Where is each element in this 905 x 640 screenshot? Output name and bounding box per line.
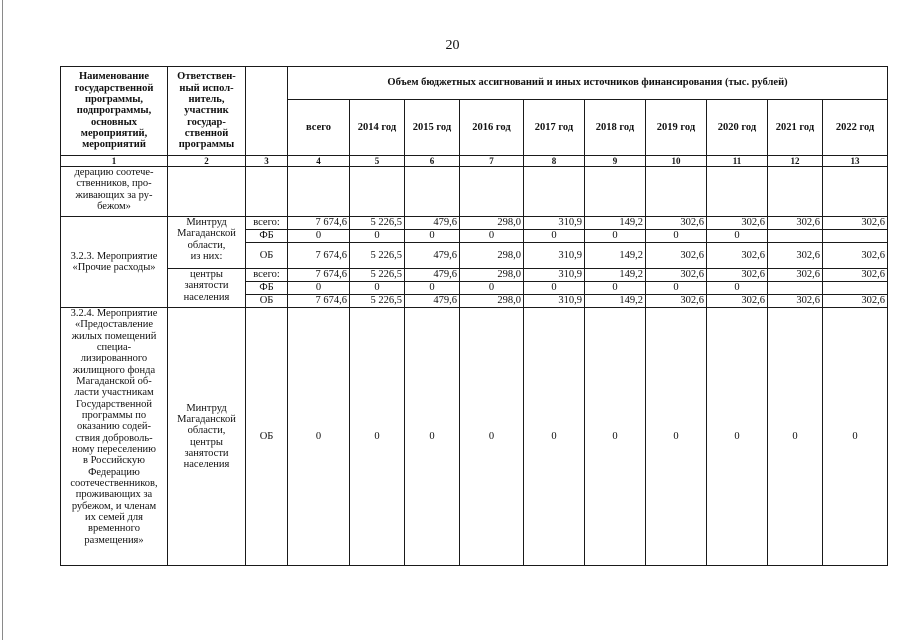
value-cell: 0 [707,230,768,243]
header-year: 2021 год [768,100,823,156]
value-cell: 0 [350,282,405,295]
value-cell: 302,6 [768,295,823,308]
header-year: 2019 год [646,100,707,156]
value-cell: 310,9 [524,217,585,230]
table-row [61,217,888,230]
value-cell: 0 [405,308,460,566]
value-cell: 302,6 [823,295,888,308]
value-cell: 310,9 [524,269,585,282]
value-cell: 310,9 [524,243,585,269]
header-responsible: Ответствен- ный испол- нитель, участник государ- ственной программы [168,67,246,156]
value-cell: 149,2 [585,295,646,308]
value-cell: 0 [707,282,768,295]
header-year: 2018 год [585,100,646,156]
column-number: 11 [707,156,768,167]
column-number: 13 [823,156,888,167]
value-cell: 0 [288,308,350,566]
header-name: Наименование государственной программы, подпрограммы, основных мероприятий, мероприятий [61,67,168,156]
header-source [246,67,288,156]
value-cell: 0 [288,230,350,243]
header-total: всего [288,100,350,156]
value-cell: 7 674,6 [288,217,350,230]
header-year: 2020 год [707,100,768,156]
value-cell: 298,0 [460,295,524,308]
budget-table [60,66,888,566]
value-cell: 0 [350,230,405,243]
column-number: 6 [405,156,460,167]
value-cell: 0 [707,308,768,566]
value-cell [823,230,888,243]
header-year: 2015 год [405,100,460,156]
table-row [61,308,888,566]
value-cell: 310,9 [524,295,585,308]
source-cell: ОБ [246,295,288,308]
value-cell: 0 [823,308,888,566]
source-cell: ФБ [246,230,288,243]
value-cell: 5 226,5 [350,269,405,282]
value-cell [768,282,823,295]
measure-323-responsible-centers: центры занятости населения [168,269,246,308]
value-cell: 5 226,5 [350,217,405,230]
value-cell: 302,6 [707,295,768,308]
page-edge-line [2,0,3,640]
value-cell: 0 [405,230,460,243]
value-cell: 302,6 [768,217,823,230]
column-number: 2 [168,156,246,167]
column-number: 12 [768,156,823,167]
measure-323-name: 3.2.3. Мероприятие «Прочие расходы» [61,217,168,308]
value-cell: 302,6 [646,269,707,282]
measure-324-name: 3.2.4. Мероприятие «Предоставление жилых помещений специа- лизированного жилищного фонда Магаданской об- ласти участникам Государственной программы по оказанию содей- ствия доброволь- ному переселению в Российскую Федерацию соотечественников, проживающих за рубежом, и членам их семей для временного размещения» [61,308,168,566]
value-cell: 0 [524,230,585,243]
value-cell: 5 226,5 [350,243,405,269]
value-cell: 7 674,6 [288,243,350,269]
value-cell: 0 [350,308,405,566]
value-cell: 302,6 [768,243,823,269]
value-cell: 302,6 [707,217,768,230]
source-cell: ФБ [246,282,288,295]
header-year: 2022 год [823,100,888,156]
value-cell: 298,0 [460,217,524,230]
column-number-row [61,156,888,167]
value-cell: 0 [646,230,707,243]
table-row [61,167,888,217]
value-cell: 0 [646,308,707,566]
measure-324-responsible: Минтруд Магаданской области, центры занятости населения [168,308,246,566]
value-cell: 0 [524,308,585,566]
column-number: 3 [246,156,288,167]
value-cell: 302,6 [823,269,888,282]
value-cell: 479,6 [405,295,460,308]
value-cell: 0 [524,282,585,295]
header-year: 2016 год [460,100,524,156]
value-cell: 0 [585,308,646,566]
value-cell [823,282,888,295]
value-cell: 149,2 [585,217,646,230]
value-cell: 0 [768,308,823,566]
header-volume: Объем бюджетных ассигнований и иных источников финансирования (тыс. рублей) [288,67,888,100]
value-cell: 302,6 [768,269,823,282]
value-cell: 0 [460,308,524,566]
value-cell: 7 674,6 [288,269,350,282]
column-number: 8 [524,156,585,167]
value-cell: 7 674,6 [288,295,350,308]
header-year: 2014 год [350,100,405,156]
value-cell: 0 [646,282,707,295]
value-cell [768,230,823,243]
value-cell: 0 [405,282,460,295]
value-cell: 302,6 [646,295,707,308]
column-number: 4 [288,156,350,167]
value-cell: 5 226,5 [350,295,405,308]
value-cell: 298,0 [460,269,524,282]
column-number: 9 [585,156,646,167]
value-cell: 302,6 [823,243,888,269]
value-cell: 479,6 [405,269,460,282]
value-cell: 0 [585,282,646,295]
value-cell: 0 [460,230,524,243]
page-number: 20 [445,38,460,53]
source-cell: всего: [246,217,288,230]
source-cell: всего: [246,269,288,282]
value-cell: 302,6 [823,217,888,230]
value-cell: 0 [460,282,524,295]
column-number: 1 [61,156,168,167]
value-cell: 479,6 [405,243,460,269]
source-cell: ОБ [246,308,288,566]
table-row [61,269,888,282]
column-number: 5 [350,156,405,167]
value-cell: 302,6 [646,217,707,230]
value-cell: 479,6 [405,217,460,230]
continuation-text: дерацию соотече- ственников, про- живающих за ру- бежом» [61,167,168,217]
value-cell: 298,0 [460,243,524,269]
value-cell: 0 [288,282,350,295]
column-number: 10 [646,156,707,167]
value-cell: 302,6 [707,269,768,282]
measure-323-responsible-ministry: Минтруд Магаданской области, из них: [168,217,246,269]
value-cell: 0 [585,230,646,243]
value-cell: 149,2 [585,269,646,282]
value-cell: 302,6 [707,243,768,269]
column-number: 7 [460,156,524,167]
source-cell: ОБ [246,243,288,269]
value-cell: 149,2 [585,243,646,269]
header-year: 2017 год [524,100,585,156]
value-cell: 302,6 [646,243,707,269]
